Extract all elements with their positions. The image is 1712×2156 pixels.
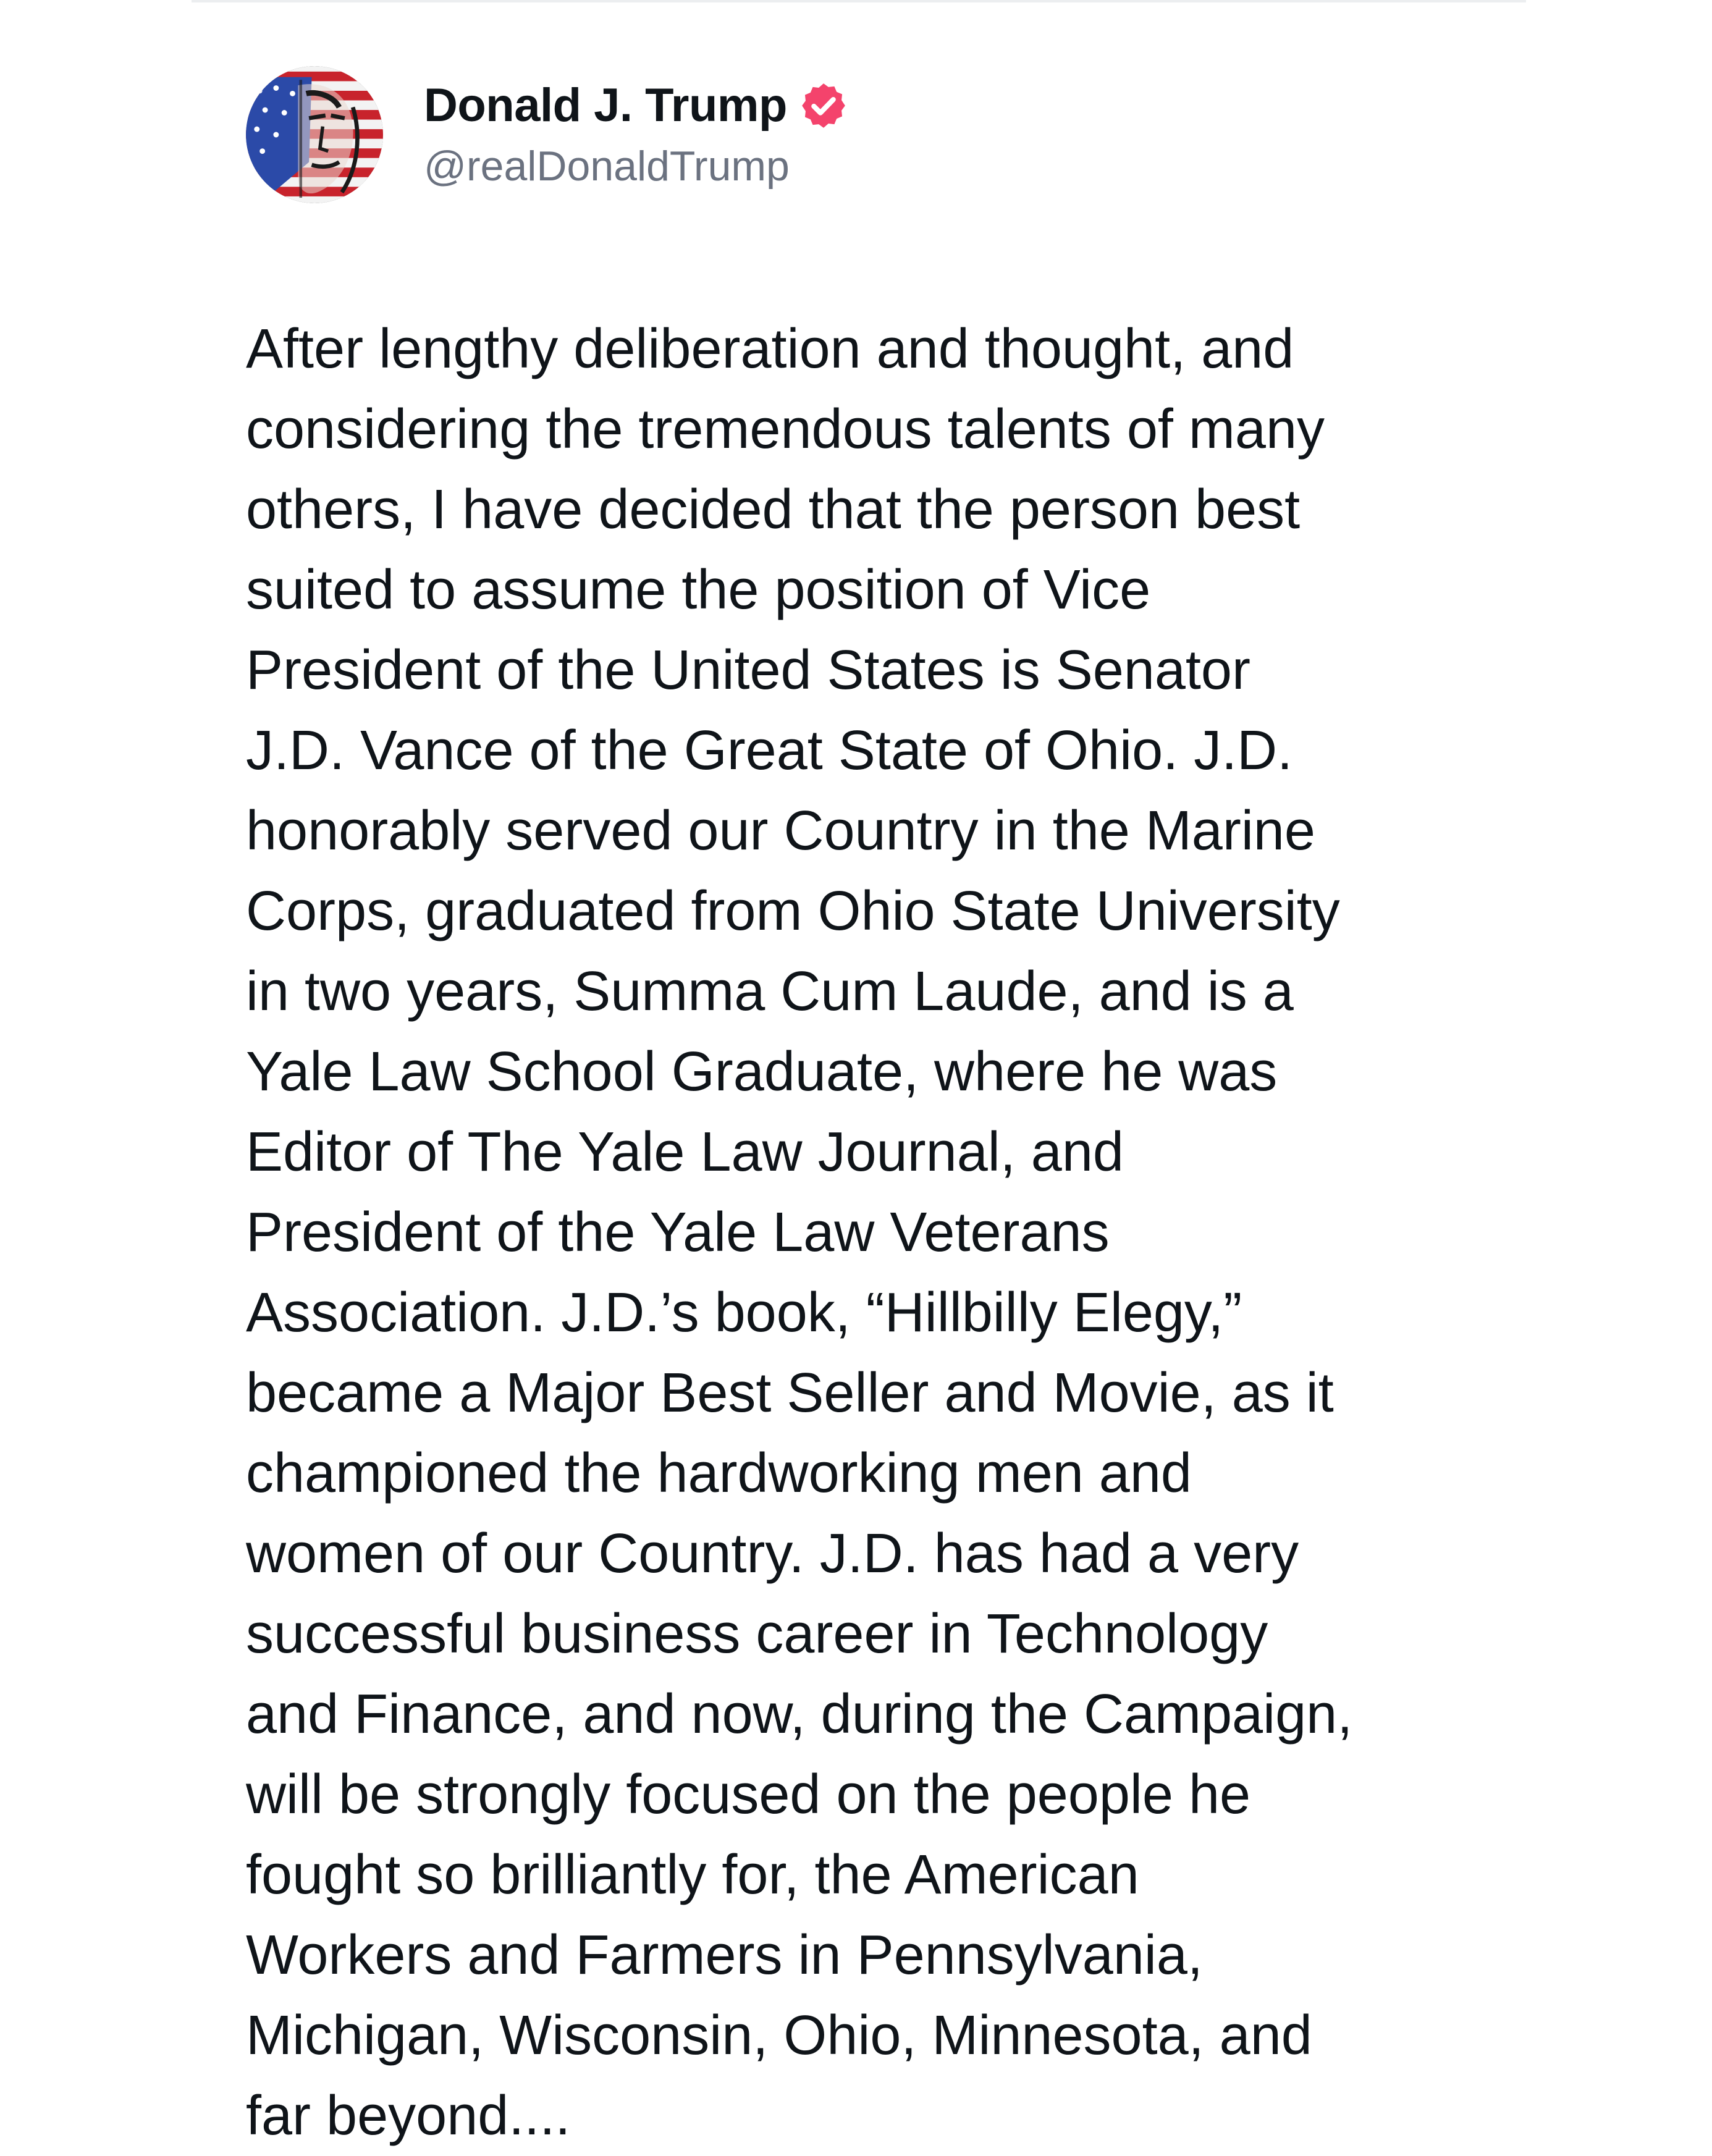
profile-avatar-icon[interactable]	[246, 66, 383, 203]
post-body-text: After lengthy deliberation and thought, and considering the tremendous talents of many others, I have decided that the person best suited to assume the position of Vice President of the United States is Senator J.D. Vance of the Great State of Ohio. J.D. honorably served our Country in the Marine Corps, graduated from Ohio State University in two years, Summa Cum Laude, and is a Yale Law School Graduate, where he was Editor of The Yale Law Journal, and President of the Yale Law Veterans Association. J.D.’s book, “Hillbilly Elegy,” became a Major Best Seller and Movie, as it championed the hardworking men and women of our Country. J.D. has had a very successful business career in Technology and Finance, and now, during the Campaign, will be strongly focused on the people he fought so brilliantly for, the American Workers and Farmers in Pennsylvania, Michigan, Wisconsin, Ohio, Minnesota, and far beyond....	[246, 318, 1353, 2147]
post-card	[246, 62, 1543, 2156]
author-identity	[424, 76, 849, 193]
author-display-name[interactable]: Donald J. Trump	[424, 79, 787, 132]
author-handle[interactable]: @realDonaldTrump	[424, 143, 790, 190]
top-divider	[192, 0, 1526, 2]
verified-badge-icon	[798, 80, 849, 131]
post-header	[246, 62, 1543, 208]
author-name-row[interactable]	[424, 76, 849, 135]
